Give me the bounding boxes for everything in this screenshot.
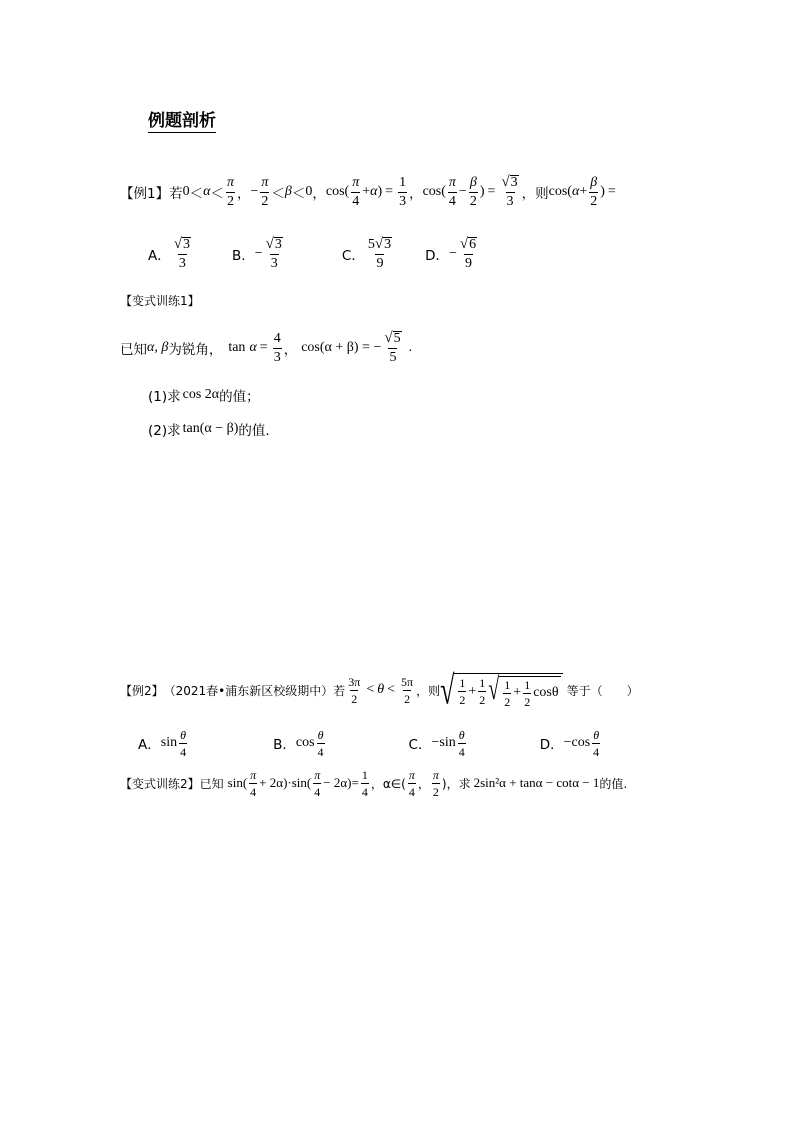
option-d[interactable]: D． − √ 6 9 xyxy=(425,235,477,272)
fraction: π 4 xyxy=(352,174,360,209)
variant-1-part-2: (2)求 tan(α − β) 的值. xyxy=(148,421,270,439)
fraction: $\frac{\beta}{2}$ xyxy=(469,174,477,209)
fraction: $\frac{1}{3}$ xyxy=(399,174,407,209)
variant-2-question: 【变式训练2】 已知 sin( π 4 + 2α)·sin( π 4 − 2α)= $\frac{1}{4}$ ，α∈( π 4 ， π 2 )，求 2sin²α + tanα − cotα − 1 的值. xyxy=(120,767,628,799)
example-2-label: 【例2】 xyxy=(120,683,164,698)
fraction: √ 3 3 xyxy=(501,173,518,210)
option-b[interactable]: B． − √ 3 3 xyxy=(231,235,282,272)
option-d[interactable]: D． −cos θ 4 xyxy=(539,727,600,759)
example-2-options xyxy=(138,723,602,763)
example-1-question: 【例1】 若 0 ＜ α ＜ π 2 ， − $\frac{\pi}{2}$ ＜ β ＜ 0 ， cos( π 4 + α ) = $\frac{1}{3}$ ， cos( π 4 − $\frac{\beta}{2}$ ) = √ 3 3 ，则 cos( α + $\frac{\beta}{2}$ ) = xyxy=(120,173,616,210)
variant-1-label: 【变式训练1】 xyxy=(120,294,200,308)
option-b[interactable]: B． cos θ 4 xyxy=(273,727,324,759)
option-c[interactable]: C． −sin θ 4 xyxy=(408,727,465,759)
example-2-question: 【例2】 （2021春•浦东新区校级期中）若 3π 2 < θ < 5π 2 ，则 √ 1 2 + $\frac{1}{2}$ √ 1 2 + $\frac{1}{2}$ cosθ 等于（ ） xyxy=(120,667,639,713)
option-c[interactable]: C． 5 √ 3 9 xyxy=(341,235,392,272)
option-a[interactable]: A． sin θ 4 xyxy=(138,727,187,759)
variant-1-part-1: (1)求 cos 2α 的值； xyxy=(148,387,260,405)
fraction: $\frac{\beta}{2}$ xyxy=(590,174,598,209)
example-1-label: 【例1】 xyxy=(120,186,170,202)
page-title: 例题剖析 xyxy=(148,106,216,133)
nested-radical: √ 1 2 + $\frac{1}{2}$ √ 1 2 + $\frac{1}{2}$ cosθ xyxy=(440,673,562,708)
option-a[interactable]: A． √ 3 3 xyxy=(148,235,190,272)
fraction: π 4 xyxy=(448,174,456,209)
variant-2-label: 【变式训练2】 xyxy=(120,776,200,791)
fraction: π 2 xyxy=(226,174,234,209)
example-1-options xyxy=(148,233,480,275)
fraction: $\frac{\pi}{2}$ xyxy=(261,174,269,209)
variant-1-question: 已知 α, β 为锐角， tan α = $\frac{4}{3}$ ， cos(α + β) = − √ 5 5 . xyxy=(120,329,413,366)
